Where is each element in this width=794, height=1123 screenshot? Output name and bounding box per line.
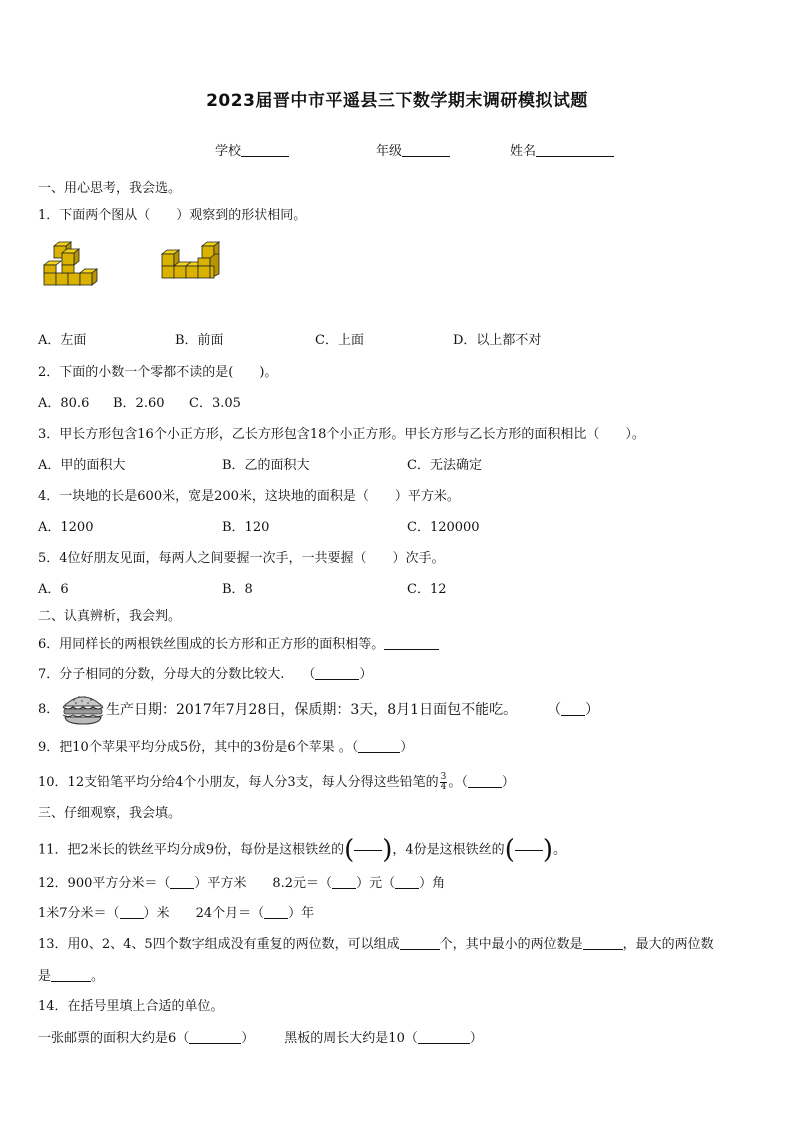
question-14-line-1: 一张邮票的面积大约是6（ ） 黑板的周长大约是10（ ） — [38, 1031, 483, 1046]
q14-blank-blackboard[interactable] — [418, 1029, 470, 1044]
q4-option-b[interactable]: B．120 — [222, 520, 270, 535]
question-8: 生产日期：2017年7月28日，保质期：3天，8月1日面包不能吃。 （ ） — [106, 702, 600, 718]
question-14: 14．在括号里填上合适的单位。 — [38, 999, 224, 1014]
question-5: 5．4位好朋友见面，每两人之间要握一次手，一共要握（ ）次手。 — [38, 551, 445, 566]
q13-blank-max[interactable] — [51, 967, 91, 982]
section-2-heading: 二、认真辨析，我会判。 — [38, 609, 182, 624]
question-2: 2．下面的小数一个零都不读的是( )。 — [38, 365, 278, 380]
q2-option-b[interactable]: B．2.60 — [113, 396, 165, 411]
q9-answer-blank[interactable] — [358, 738, 400, 753]
q12-blank-m[interactable] — [120, 904, 144, 919]
q5-option-b[interactable]: B．8 — [222, 582, 253, 597]
question-11: 11．把2米长的铁丝平均分成9份，每份是这根铁丝的( )，4份是这根铁丝的( )。 — [38, 835, 567, 865]
q5-option-c[interactable]: C．12 — [407, 582, 447, 597]
question-3: 3．甲长方形包含16个小正方形，乙长方形包含18个小正方形。甲长方形与乙长方形的面积相比（ ）。 — [38, 427, 645, 442]
q2-option-a[interactable]: A．80.6 — [38, 396, 90, 411]
q3-option-c[interactable]: C．无法确定 — [407, 458, 482, 473]
q7-answer-blank[interactable] — [315, 665, 359, 680]
question-1: 1．下面两个图从（ ）观察到的形状相同。 — [38, 208, 307, 223]
q6-answer-blank[interactable] — [384, 635, 439, 650]
q11-fraction-blank-2[interactable] — [515, 850, 543, 851]
cube-figure-2 — [160, 240, 226, 288]
q11-fraction-blank-1[interactable] — [354, 850, 382, 851]
q1-option-b[interactable]: B．前面 — [175, 333, 224, 348]
question-9: 9．把10个苹果平均分成5份，其中的3份是6个苹果 。（ ） — [38, 740, 414, 755]
q8-number: 8． — [38, 702, 60, 717]
name-field[interactable]: 姓名 — [510, 140, 614, 159]
q13-blank-count[interactable] — [400, 935, 440, 950]
question-4: 4．一块地的长是600米，宽是200米，这块地的面积是（ ）平方米。 — [38, 489, 460, 504]
q12-blank-sq-m[interactable] — [170, 874, 194, 889]
q5-option-a[interactable]: A．6 — [38, 582, 69, 597]
q1-option-a[interactable]: A．左面 — [38, 333, 87, 348]
question-13-line-1: 13．用0、2、4、5四个数字组成没有重复的两位数，可以组成 个，其中最小的两位数是 ，最大的两位数 — [38, 937, 714, 952]
q2-option-c[interactable]: C．3.05 — [189, 396, 241, 411]
question-13-line-2: 是 。 — [38, 969, 105, 984]
q3-option-a[interactable]: A．甲的面积大 — [38, 458, 126, 473]
q13-blank-min[interactable] — [583, 935, 623, 950]
school-field[interactable]: 学校 — [215, 140, 289, 159]
q1-option-c[interactable]: C．上面 — [315, 333, 364, 348]
section-1-heading: 一、用心思考，我会选。 — [38, 181, 182, 196]
q12-blank-jiao[interactable] — [395, 874, 419, 889]
question-7: 7．分子相同的分数，分母大的分数比较大. （ ） — [38, 667, 373, 682]
q1-option-d[interactable]: D．以上都不对 — [453, 333, 542, 348]
section-3-heading: 三、仔细观察，我会填。 — [38, 806, 182, 821]
fraction-three-quarters: $\frac{3}{4}$ — [440, 772, 447, 792]
question-12-line-2: 1米7分米＝（ ）米 24个月＝（ ）年 — [38, 906, 315, 921]
q12-blank-year[interactable] — [264, 904, 288, 919]
q8-answer-blank[interactable] — [561, 701, 585, 716]
cube-figure-1 — [42, 240, 104, 288]
q4-option-c[interactable]: C．120000 — [407, 520, 480, 535]
q10-answer-blank[interactable] — [468, 773, 502, 788]
page-title: 2023届晋中市平遥县三下数学期末调研模拟试题 — [206, 91, 588, 111]
q14-blank-stamp[interactable] — [189, 1029, 241, 1044]
q3-option-b[interactable]: B．乙的面积大 — [222, 458, 310, 473]
q4-option-a[interactable]: A．1200 — [38, 520, 94, 535]
question-6: 6．用同样长的两根铁丝围成的长方形和正方形的面积相等。 — [38, 635, 439, 654]
q12-blank-yuan[interactable] — [332, 874, 356, 889]
bread-burger-icon — [60, 690, 106, 726]
grade-field[interactable]: 年级 — [376, 140, 450, 159]
question-10: 10．12支铅笔平均分给4个小朋友，每人分3支，每人分得这些铅笔的 $\frac{3}{4}$ 。（ ） — [38, 772, 515, 792]
question-12-line-1: 12．900平方分米＝（ ）平方米 8.2元＝（ ）元（ ）角 — [38, 876, 446, 891]
